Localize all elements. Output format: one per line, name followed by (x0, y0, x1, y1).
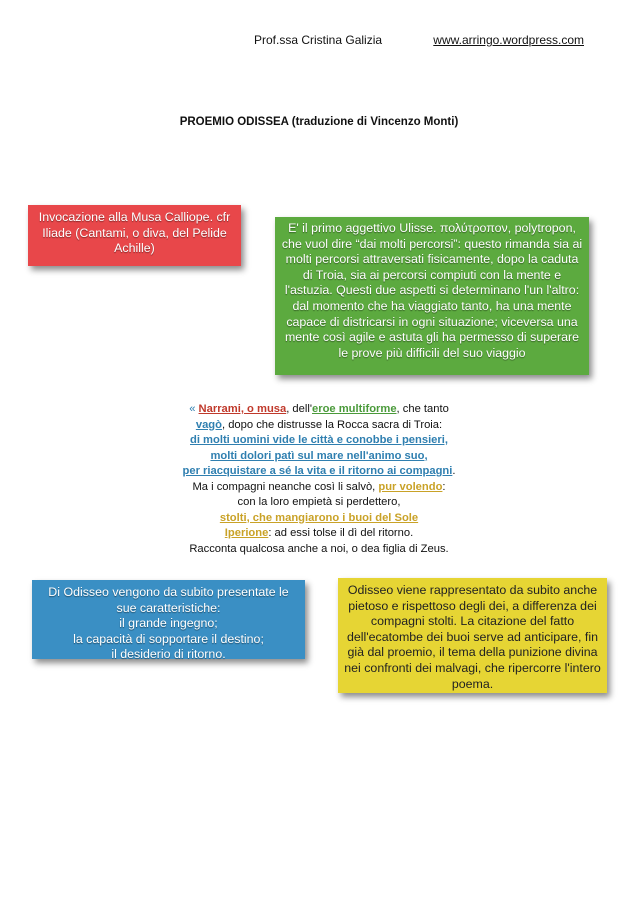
piety-text: Odisseo viene rappresentato da subito anche pietoso e rispettoso degli dei, a differenza dei compagni stolti. La citazione del fatto dell'ecatombe dei buoi serve ad anticipare, fin già dal proemio, il tema della punizione divina nei confronti dei malvagi, che ripercorre l'intero poema. (344, 583, 601, 691)
poem-line-1-end: , che tanto (396, 403, 449, 415)
invocation-text: Invocazione alla Musa Calliope. cfr Iliade (Cantami, o diva, del Pelide Achille) (38, 210, 231, 256)
vago-word: vagò (195, 418, 222, 431)
poem-line-5-text: per riacquistare a sé la vita e il ritorno ai compagni (182, 465, 453, 477)
poem-line-6 (140, 480, 498, 496)
page-header (254, 33, 584, 47)
poem-line-3: di molti uomini vide le città e conobbe i pensieri, (190, 434, 448, 446)
narrami-phrase: Narrami, o musa (198, 403, 287, 415)
site-link[interactable]: www.arringo.wordpress.com (433, 33, 584, 47)
characteristics-box (32, 580, 305, 662)
poem-line-9-end: : ad essi tolse il dì del ritorno. (268, 527, 414, 539)
pur-volendo-phrase: pur volendo (378, 480, 443, 493)
eroe-phrase: eroe multiforme (312, 403, 397, 415)
characteristics-line-3: la capacità di sopportare il destino; (73, 631, 264, 646)
poem-line-2 (140, 418, 498, 434)
characteristics-line-2: il grande ingegno; (119, 616, 218, 631)
characteristics-line-1: Di Odisseo vengono da subito presentate le sue caratteristiche: (48, 585, 289, 615)
poem-line-7: con la loro empietà si perdettero, (237, 496, 401, 508)
author-name: Prof.ssa Cristina Galizia (254, 33, 383, 47)
invocation-box (28, 205, 241, 266)
poem-line-1 (140, 402, 498, 418)
poem-line-8: stolti, che mangiarono i buoi del Sole (219, 511, 419, 524)
poem-line-5-end: . (452, 465, 456, 477)
poem-text (140, 402, 498, 557)
poem-line-6-text: Ma i compagni neanche così li salvò, (192, 480, 379, 493)
iperione-word: Iperione (224, 527, 269, 539)
poem-line-2-end: , dopo che distrusse la Rocca sacra di Troia: (221, 418, 443, 431)
poem-line-9 (140, 526, 498, 542)
piety-box (338, 578, 607, 693)
poem-line-4: molti dolori patì sul mare nell'animo suo, (210, 449, 428, 462)
poem-line-5 (140, 464, 498, 480)
page-title: PROEMIO ODISSEA (traduzione di Vincenzo Monti) (179, 116, 459, 128)
poem-line-1-mid: , dell' (286, 403, 312, 415)
characteristics-line-4: il desiderio di ritorno. (111, 647, 226, 662)
epithet-box (275, 217, 589, 375)
epithet-text: E' il primo aggettivo Ulisse. πολύτροπον, polytropon, che vuol dire “dai molti percorsi”: questo rimanda sia ai molti percorsi attraversati fisicamente, dopo la caduta di Troia, sia ai percorsi compiuti con la mente e l'astuzia. Questi due aspetti si determinano l'un l'altro: dal momento che ha viaggiato tanto, ha una mente capace di districarsi in ogni situazione; viceversa una mente così agile e astuta gli ha permesso di superare le prove più difficili del suo viaggio (281, 221, 583, 360)
poem-line-6-end: : (442, 480, 446, 493)
poem-line-10: Racconta qualcosa anche a noi, o dea figlia di Zeus. (189, 542, 449, 555)
quote-open: « (189, 403, 199, 415)
